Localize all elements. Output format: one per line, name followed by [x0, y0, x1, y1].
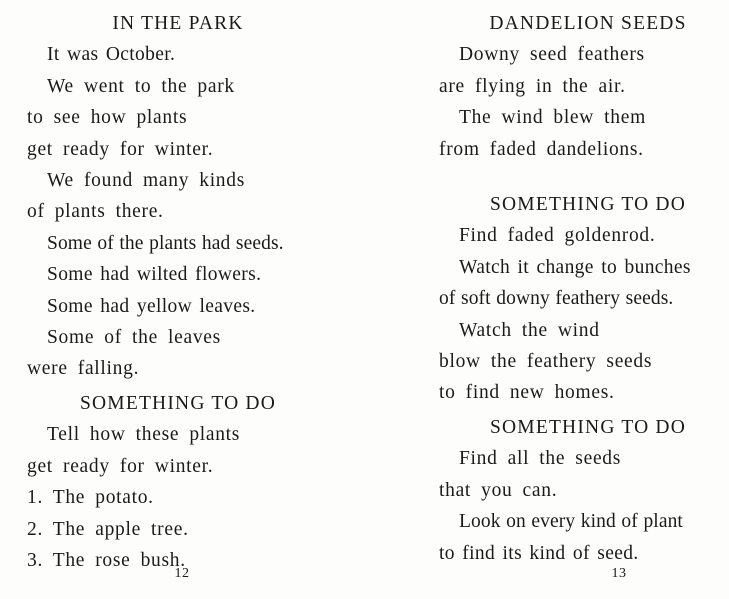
- body-line: Look on every kind of plant: [459, 511, 683, 533]
- right-page-section-dandelion-seeds: [365, 8, 729, 165]
- body-line: The wind blew them: [459, 107, 646, 129]
- section-heading-something-to-do: SOMETHING TO DO: [79, 393, 277, 414]
- body-line: to find new homes.: [439, 382, 615, 404]
- body-line: Downy seed feathers: [459, 44, 645, 66]
- body-line: Some of the plants had seeds.: [47, 232, 284, 254]
- left-page-section-in-the-park: [0, 8, 364, 385]
- right-page: [365, 0, 729, 599]
- body-line: We found many kinds: [47, 169, 245, 191]
- body-line: It was October.: [47, 44, 176, 66]
- body-line: Tell how these plants: [47, 424, 241, 446]
- numbered-list-item: 3. The rose bush.: [27, 549, 186, 571]
- page-number-left: 12: [174, 566, 190, 581]
- section-heading-dandelion-seeds: DANDELION SEEDS: [489, 13, 687, 34]
- body-line: Watch it change to bunches: [459, 256, 691, 278]
- body-line: blow the feathery seeds: [439, 350, 653, 372]
- body-line: to see how plants: [27, 107, 188, 129]
- section-heading-in-the-park: IN THE PARK: [112, 13, 244, 34]
- right-page-section-something-to-do-2: [365, 412, 729, 569]
- section-heading-something-to-do: SOMETHING TO DO: [489, 194, 687, 215]
- body-line: Some had wilted flowers.: [47, 264, 262, 286]
- body-line: Watch the wind: [459, 319, 600, 341]
- body-line: from faded dandelions.: [439, 138, 644, 160]
- body-line: get ready for winter.: [27, 138, 214, 160]
- body-line: We went to the park: [47, 75, 235, 97]
- body-line: Some of the leaves: [47, 326, 221, 348]
- body-line: were falling.: [27, 358, 140, 380]
- section-heading-something-to-do: SOMETHING TO DO: [489, 417, 687, 438]
- body-line: get ready for winter.: [27, 455, 214, 477]
- body-line: of soft downy feathery seeds.: [439, 288, 674, 310]
- page-number-right: 13: [611, 566, 627, 581]
- body-line: that you can.: [439, 479, 558, 501]
- right-page-section-something-to-do-1: [365, 189, 729, 409]
- body-line: Find faded goldenrod.: [459, 225, 656, 247]
- numbered-list-item: 2. The apple tree.: [27, 518, 189, 540]
- left-page: [0, 0, 364, 599]
- numbered-list-item: 1. The potato.: [27, 487, 154, 509]
- body-line: Some had yellow leaves.: [47, 295, 256, 317]
- left-page-section-something-to-do: [0, 388, 364, 576]
- body-line: are flying in the air.: [439, 75, 626, 97]
- body-line: of plants there.: [27, 201, 164, 223]
- body-line: to find its kind of seed.: [439, 542, 639, 564]
- body-line: Find all the seeds: [459, 448, 622, 470]
